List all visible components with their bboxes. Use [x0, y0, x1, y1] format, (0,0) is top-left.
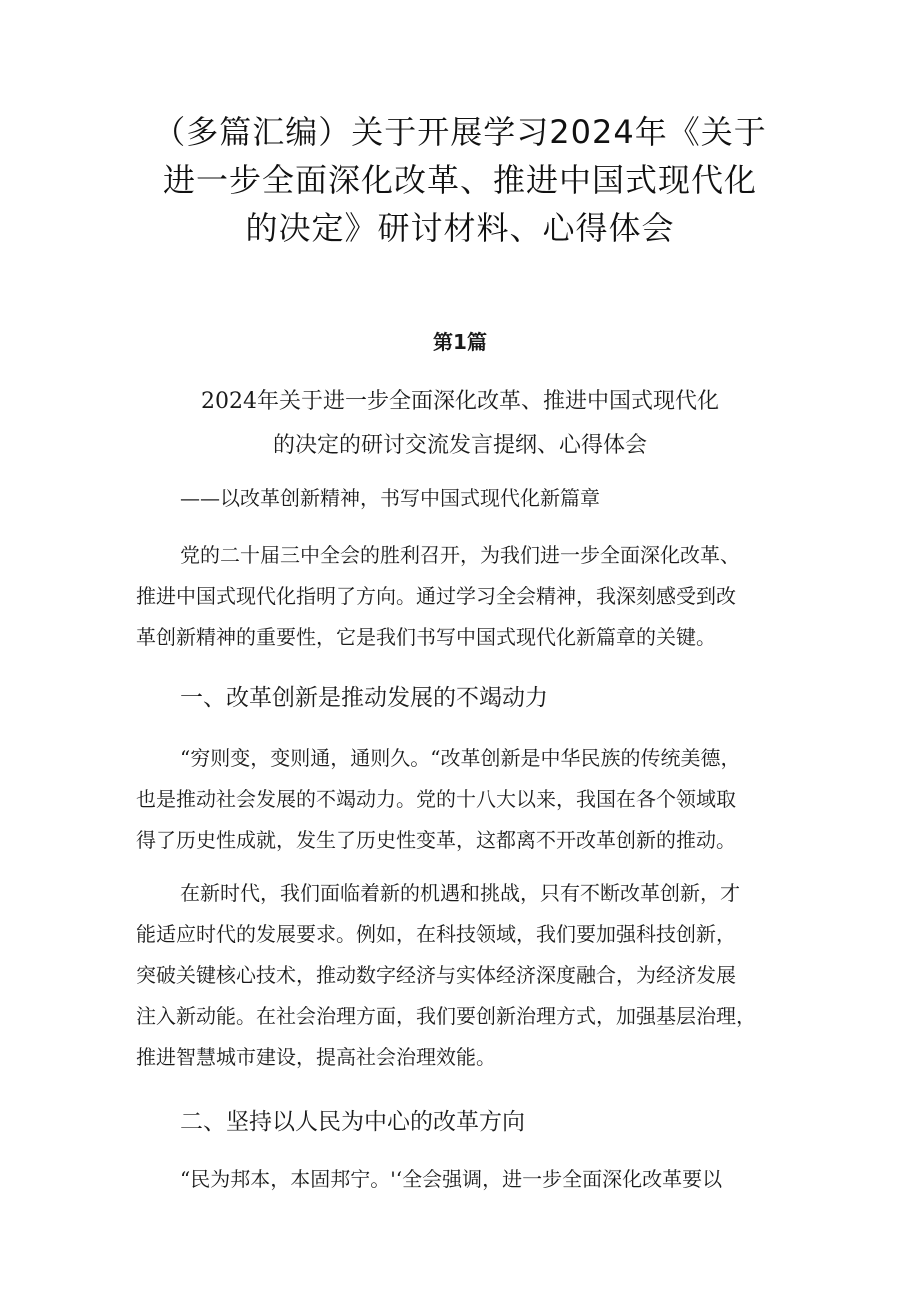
document-title — [130, 108, 790, 252]
chapter-label: 第1篇 — [433, 330, 487, 354]
article-byline: ——以改革创新精神，书写中国式现代化新篇章 — [180, 486, 600, 510]
section1-paragraph-2 — [136, 873, 796, 1078]
paragraph-line: 革创新精神的重要性，它是我们书写中国式现代化新篇章的关键。 — [136, 625, 716, 649]
paragraph-line: 党的二十届三中全会的胜利召开，为我们进一步全面深化改革、 — [180, 543, 740, 567]
paragraph-line: 推进中国式现代化指明了方向。通过学习全会精神，我深刻感受到改 — [136, 584, 736, 608]
paragraph-line: 能适应时代的发展要求。例如，在科技领域，我们要加强科技创新， — [136, 922, 736, 946]
section-heading-2: 二、坚持以人民为中心的改革方向 — [180, 1109, 525, 1135]
paragraph-line: 在新时代，我们面临着新的机遇和挑战，只有不断改革创新，才 — [180, 881, 740, 905]
paragraph-line: 注入新动能。在社会治理方面，我们要创新治理方式，加强基层治理， — [136, 1004, 756, 1028]
title-line: 的决定》研讨材料、心得体会 — [245, 209, 675, 247]
section1-paragraph-1 — [136, 738, 796, 861]
section-heading-1: 一、改革创新是推动发展的不竭动力 — [180, 685, 548, 711]
section2-paragraph-1 — [136, 1159, 796, 1200]
paragraph-line: 推进智慧城市建设，提高社会治理效能。 — [136, 1045, 496, 1069]
paragraph-line: 突破关键核心技术，推动数字经济与实体经济深度融合，为经济发展 — [136, 963, 736, 987]
intro-paragraph — [136, 535, 796, 658]
paragraph-line: 得了历史性成就，发生了历史性变革，这都离不开改革创新的推动。 — [136, 828, 736, 852]
paragraph-line: “穷则变，变则通，通则久。“改革创新是中华民族的传统美德， — [180, 746, 741, 770]
title-line: （多篇汇编）关于开展学习2024年《关于 — [153, 113, 767, 151]
subtitle-line: 2024年关于进一步全面深化改革、推进中国式现代化 — [201, 389, 719, 414]
article-subtitle — [130, 380, 790, 468]
subtitle-line: 的决定的研讨交流发言提纲、心得体会 — [272, 433, 647, 458]
title-line: 进一步全面深化改革、推进中国式现代化 — [162, 161, 757, 199]
paragraph-line: 也是推动社会发展的不竭动力。党的十八大以来，我国在各个领域取 — [136, 787, 736, 811]
paragraph-line: “民为邦本，本固邦宁。'‘全会强调，进一步全面深化改革要以 — [180, 1167, 723, 1191]
